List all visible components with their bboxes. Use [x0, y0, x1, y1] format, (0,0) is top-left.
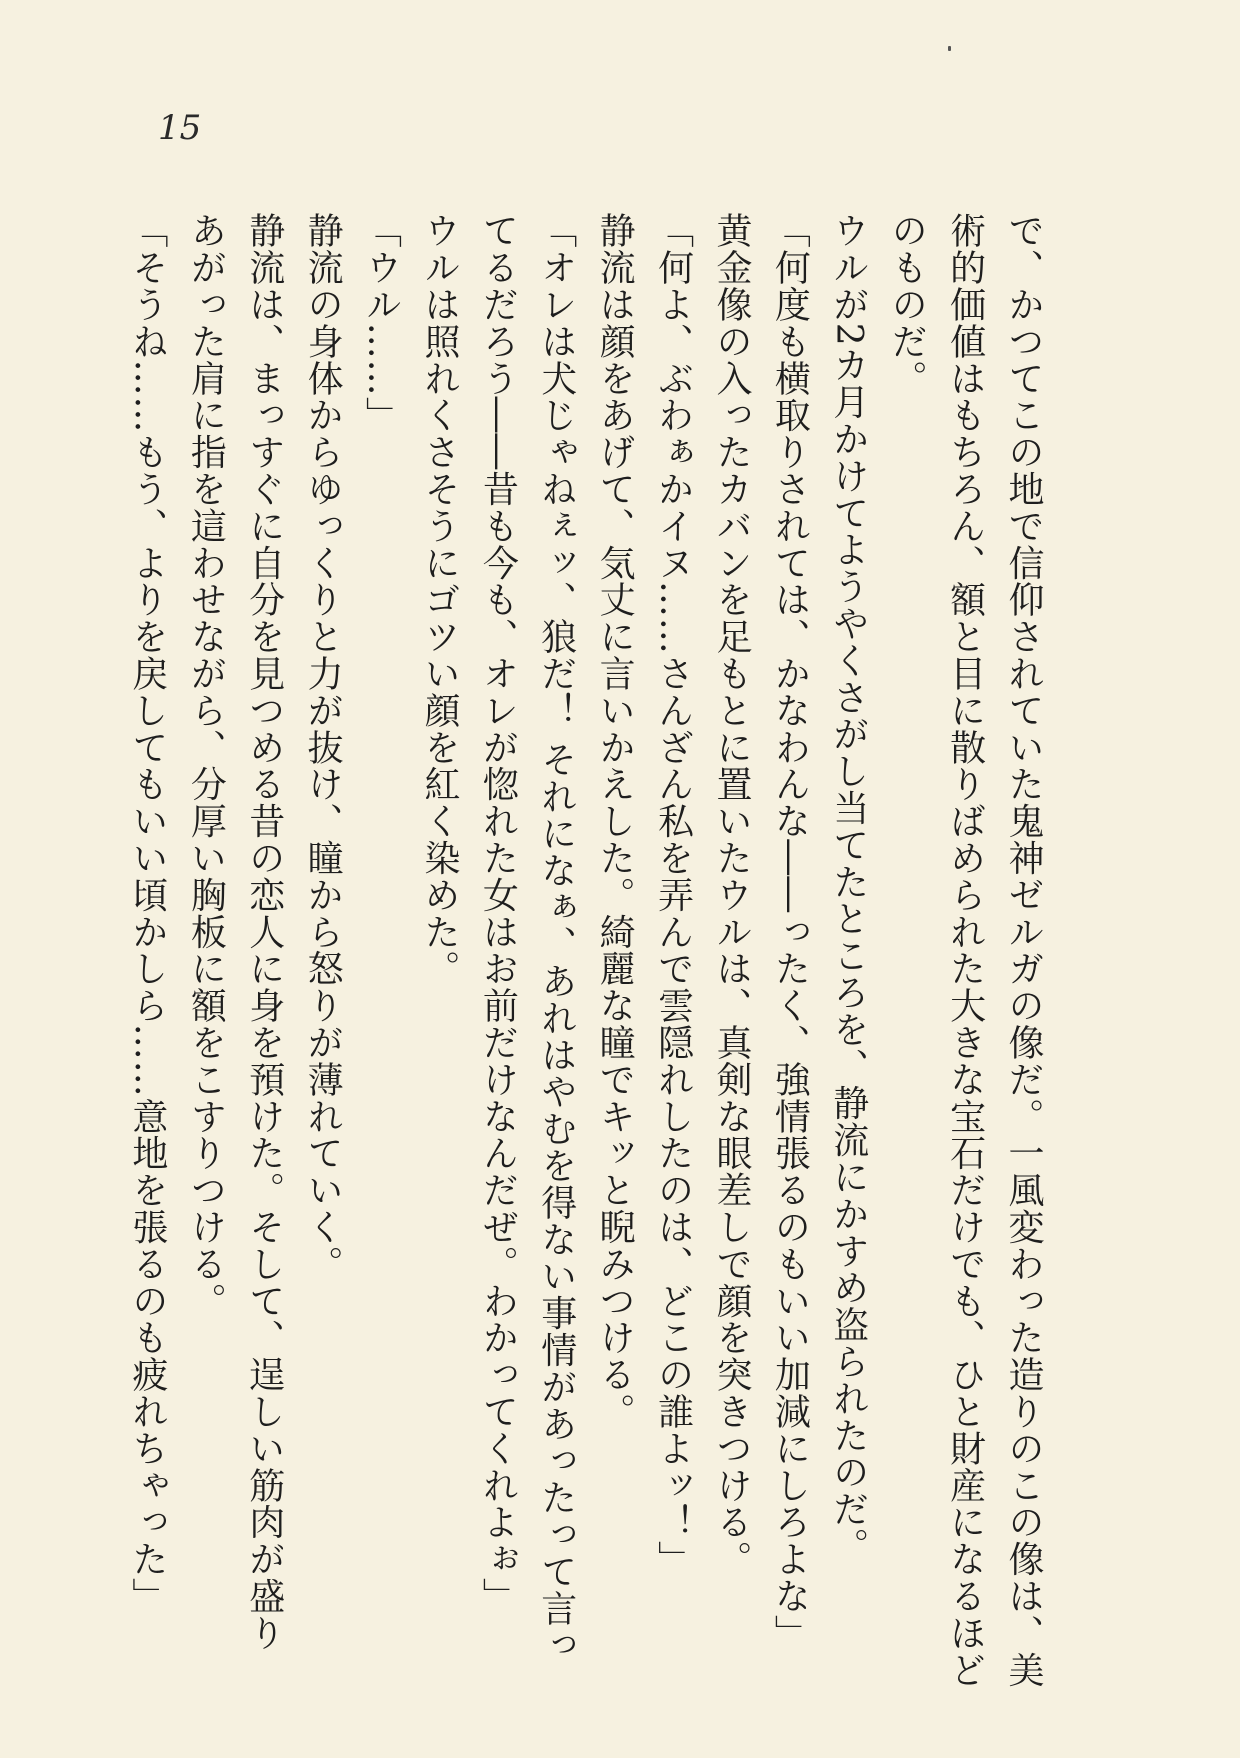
text-line: 黄金像の入ったカバンを足もとに置いたウルは、真剣な眼差しで顔を突きつける。	[710, 212, 752, 1578]
text-line: 静流は、まっすぐに自分を見つめる昔の恋人に身を預けた。そして、逞しい筋肉が盛り	[243, 212, 285, 1652]
text-line: 「そうね……もう、よりを戻してもいい頃かしら……意地を張るのも疲れちゃった」	[126, 212, 168, 1615]
text-line: 「何度も横取りされては、かなわんな――ったく、強情張るのもいい加減にしろよな」	[769, 212, 811, 1652]
text-line: 「何よ、ぶわぁかイヌ……さんざん私を弄んで雲隠れしたのは、どこの誰よッ！」	[652, 212, 694, 1578]
text-line: で、かつてこの地で信仰されていた鬼神ゼルガの像だ。一風変わった造りのこの像は、美	[1003, 212, 1044, 1688]
ink-speck	[948, 46, 951, 51]
body-text	[118, 212, 1053, 1712]
text-line: のものだ。	[886, 212, 928, 397]
text-line: 術的価値はもちろん、額と目に散りばめられた大きな宝石だけでも、ひと財産になるほど	[944, 212, 986, 1688]
text-line: あがった肩に指を這わせながら、分厚い胸板に額をこすりつける。	[185, 212, 227, 1319]
text-line: 静流の身体からゆっくりと力が抜け、瞳から怒りが薄れていく。	[302, 212, 344, 1283]
page-number: 15	[158, 108, 202, 148]
text-line: 静流は顔をあげて、気丈に言いかえした。綺麗な瞳でキッと睨みつける。	[594, 212, 636, 1430]
text-line: 「ウル……」	[360, 212, 402, 434]
text-line: ウルが2カ月かけてようやくさがし当てたところを、静流にかすめ盗られたのだ。	[827, 212, 869, 1565]
text-line: てるだろう――昔も今も、オレが惚れた女はお前だけなんだぜ。わかってくれよぉ」	[477, 212, 519, 1615]
text-line: 「オレは犬じゃねぇッ、狼だ！ それになぁ、あれはやむを得ない事情があったって言っ	[535, 212, 577, 1664]
text-line: ウルは照れくさそうにゴツい顔を紅く染めた。	[418, 212, 460, 987]
